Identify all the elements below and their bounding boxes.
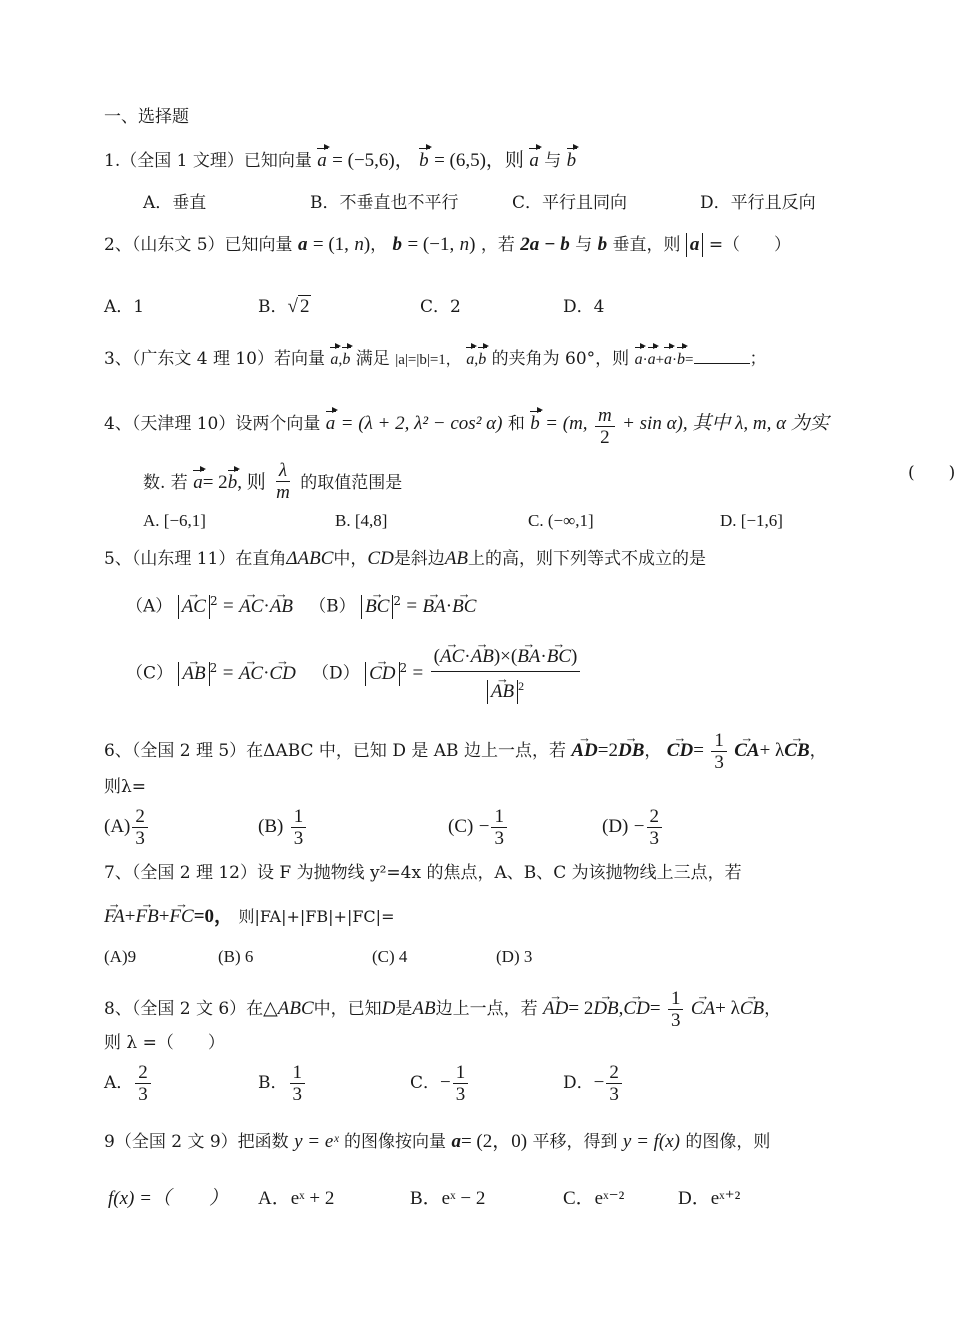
question-4: 4、（天津理 10）设两个向量 a = (λ + 2, λ² − cos² α) 和 b = (m, $\frac{m}{2}$ + sin α), 其中 λ, m, α 为实 — [104, 405, 829, 448]
q2-option-b — [258, 296, 311, 318]
question-1 — [104, 150, 576, 172]
q2-expression: 2a − b — [520, 234, 570, 255]
q4-option-a: A. [−6,1] — [143, 511, 206, 530]
q1-head: 1.（全国 1 文理）已知向量 — [104, 151, 312, 171]
q7-option-d: (D) 3 — [496, 947, 533, 966]
q4-answer-paren: ( ) — [908, 463, 955, 483]
q9-line-2: f(x) =（ ） — [108, 1188, 228, 1209]
q6-option-b: (B) $\frac{1}{3}$ — [258, 806, 308, 849]
q5-option-c-d: （C） AB → $^2$ = AC →·CD → （D） CD → $^2$ = $\frac{(AC \to\cdot AB \to)\times(BA \to\cdot BC \to)}{AB \to ^2}$ — [126, 638, 582, 706]
section-title: 一、选择题 — [104, 107, 189, 127]
q1-a-value: = (−5,6)， — [332, 150, 414, 171]
question-8: 8、（全国 2 文 6）在△ABC中，已知D是AB边上一点，若 AD →= 2DB →,CD →= $\frac{1}{3}$ CA →+ λCB →， — [104, 988, 781, 1031]
q2-option-b-label: B． — [258, 297, 288, 317]
q9-option-c: C．eˣ⁻² — [563, 1188, 625, 1209]
q6-option-c: (C) − $\frac{1}{3}$ — [448, 806, 509, 849]
q2-tail: 垂直，则 — [612, 235, 681, 255]
q3-angle: 的夹角为 60°，则 — [491, 349, 630, 369]
q5-option-a-b: （A） AC → $^2$ = AC →·AB → （B） BC → $^2$ = BA →·BC → — [126, 588, 476, 620]
q1-b-value: = (6,5)，则 — [434, 150, 524, 171]
vector-a: a — [297, 234, 308, 255]
q4-line-2: 数. 若 a= 2b, 则 $\frac{\lambda}{m}$ 的取值范围是 — [143, 460, 403, 503]
question-6: 6、（全国 2 理 5）在ΔABC 中，已知 D 是 AB 边上一点，若 AD →=2DB →， CD →= $\frac{1}{3}$ CA →+ λCB →， — [104, 730, 827, 773]
q7-line-2: FA →+FB →+FC →=0， 则|FA|+|FB|+|FC|= — [104, 906, 394, 928]
q1-yu: 与 — [544, 151, 562, 171]
q2-n: n — [354, 234, 364, 255]
q1-option-b: B．不垂直也不平行 — [310, 193, 459, 213]
q9-option-b: B．eˣ − 2 — [410, 1188, 486, 1209]
vector-b: b — [419, 150, 429, 171]
q2-n: n — [459, 234, 470, 255]
q8-option-d: D．− $\frac{2}{3}$ — [563, 1062, 624, 1105]
question-9: 9（全国 2 文 9）把函数 y = eˣ 的图像按向量 a= (2，0) 平移，得到 y = f(x) 的图像，则 — [104, 1131, 771, 1152]
q8-option-c: C．− $\frac{1}{3}$ — [410, 1062, 470, 1105]
q1-option-a: A．垂直 — [143, 193, 207, 213]
q3-mod: |a|=|b|=1， — [395, 352, 461, 368]
q2-option-d: D．4 — [563, 297, 605, 317]
q8-option-a: A． $\frac{2}{3}$ — [104, 1062, 153, 1105]
q8-line-2: 则 λ =（ ） — [104, 1033, 225, 1053]
q2-yu: 与 — [575, 235, 593, 255]
q2-mid: ，若 — [480, 235, 515, 255]
q2-abs-a: a — [686, 233, 704, 257]
q9-option-d: D．eˣ⁺² — [678, 1188, 741, 1209]
q4-a-expr: = (λ + 2, λ² − cos² α) — [340, 413, 503, 434]
question-3: 3、（广东文 4 理 10）若向量 a,b 满足 |a|=|b|=1， a,b 的夹角为 60°，则 a·a+a·b= ； — [104, 349, 767, 369]
vector-b: b — [566, 150, 577, 171]
q4-option-c: C. (−∞,1] — [528, 511, 594, 530]
q9-option-a: A．eˣ + 2 — [258, 1188, 335, 1209]
vector-a: a — [317, 150, 327, 171]
q2-a-value: = (1, — [312, 234, 349, 255]
q2-option-a: A．1 — [104, 297, 145, 317]
sqrt-icon: √ 2 — [287, 296, 310, 317]
answer-blank — [694, 348, 750, 364]
vector-b: b — [597, 234, 608, 255]
question-5: 5、（山东理 11）在直角ΔABC中，CD是斜边AB上的高，则下列等式不成立的是 — [104, 548, 707, 569]
q2-eq: =（ ） — [708, 235, 792, 255]
q2-head: 2、（山东文 5）已知向量 — [104, 235, 293, 255]
q7-option-c: (C) 4 — [372, 947, 408, 966]
q4-option-d: D. [−1,6] — [720, 511, 783, 530]
q2-b-value: = (−1, — [407, 234, 455, 255]
q2-option-c: C．2 — [420, 297, 461, 317]
q8-option-b: B． $\frac{1}{3}$ — [258, 1062, 307, 1105]
vector-b: b — [392, 234, 403, 255]
q7-option-b: (B) 6 — [218, 947, 254, 966]
q6-option-d: (D) − $\frac{2}{3}$ — [602, 806, 664, 849]
vector-a: a — [529, 150, 539, 171]
q7-option-a: (A)9 — [104, 947, 137, 966]
q6-line-2: 则λ= — [104, 777, 147, 797]
q3-head: 3、（广东文 4 理 10）若向量 — [104, 349, 325, 369]
q4-option-b: B. [4,8] — [335, 511, 388, 530]
q1-option-c: C．平行且同向 — [512, 193, 628, 213]
question-2: 2、（山东文 5）已知向量 a = (1, n)， b = (−1, n) ，若 2a − b 与 b 垂直，则 a =（ ） — [104, 234, 792, 255]
q4-head: 4、（天津理 10）设两个向量 — [104, 414, 321, 434]
question-7: 7、（全国 2 理 12）设 F 为抛物线 y²=4x 的焦点，A、B、C 为该抛物线上三点，若 — [104, 863, 742, 883]
q3-cond: 满足 — [355, 349, 390, 369]
q1-option-d: D．平行且反向 — [700, 193, 816, 213]
q6-option-a: (A) $\frac{2}{3}$ — [104, 806, 150, 849]
